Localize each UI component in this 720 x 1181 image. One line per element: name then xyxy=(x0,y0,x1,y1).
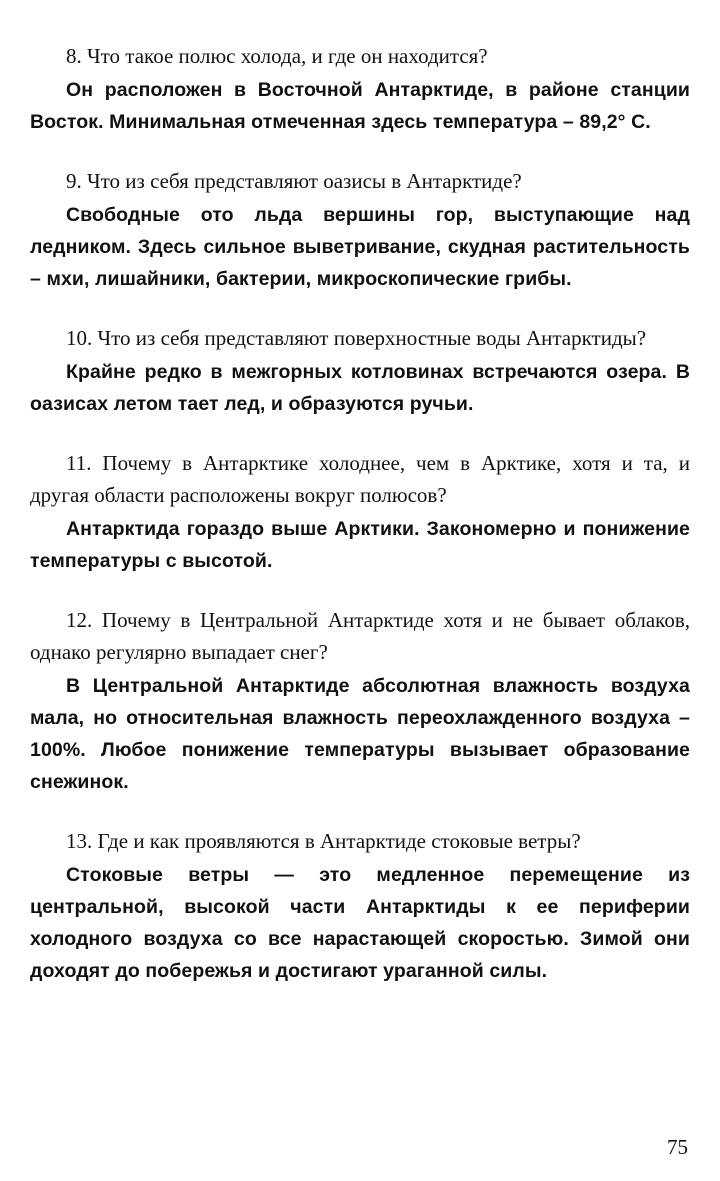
answer-12: В Центральной Антарктиде абсолютная влажность воздуха мала, но относительная влажность переохлажденного воздуха – 100%. Любое понижение температуры вызывает образование снежинок. xyxy=(30,675,690,793)
answer-10: Крайне редко в межгорных котловинах встречаются озера. В оазисах летом тает лед, и образуются ручьи. xyxy=(30,361,690,415)
book-page xyxy=(30,40,690,1014)
question-10: 10. Что из себя представляют поверхностные воды Антарктиды? xyxy=(66,326,647,350)
page-number: 75 xyxy=(667,1135,688,1159)
answer-8: Он расположен в Восточной Антарктиде, в районе станции Восток. Минимальная отмеченная здесь температура – 89,2° С. xyxy=(30,79,690,133)
question-9: 9. Что из себя представляют оазисы в Антарктиде? xyxy=(66,169,522,193)
qa-item-11 xyxy=(30,447,690,577)
answer-11: Антарктида гораздо выше Арктики. Закономерно и понижение температуры с высотой. xyxy=(30,518,690,572)
question-12: 12. Почему в Центральной Антарктиде хотя и не бывает облаков, однако регулярно выпадает снег? xyxy=(30,608,690,664)
answer-13: Стоковые ветры — это медленное перемещение из центральной, высокой части Антарктиды к ее периферии холодного воздуха со все нарастающей скоростью. Зимой они доходят до побережья и достигают ураганной силы. xyxy=(30,864,690,982)
question-8: 8. Что такое полюс холода, и где он находится? xyxy=(66,44,488,68)
question-11: 11. Почему в Антарктике холоднее, чем в Арктике, хотя и та, и другая области расположены вокруг полюсов? xyxy=(30,451,690,507)
qa-item-9 xyxy=(30,165,690,295)
question-13: 13. Где и как проявляются в Антарктиде стоковые ветры? xyxy=(66,829,581,853)
qa-item-10 xyxy=(30,322,690,420)
qa-item-13 xyxy=(30,825,690,987)
answer-9: Свободные ото льда вершины гор, выступающие над ледником. Здесь сильное выветривание, скудная растительность – мхи, лишайники, бактерии, микроскопические грибы. xyxy=(30,204,690,290)
qa-item-8 xyxy=(30,40,690,138)
qa-item-12 xyxy=(30,604,690,798)
